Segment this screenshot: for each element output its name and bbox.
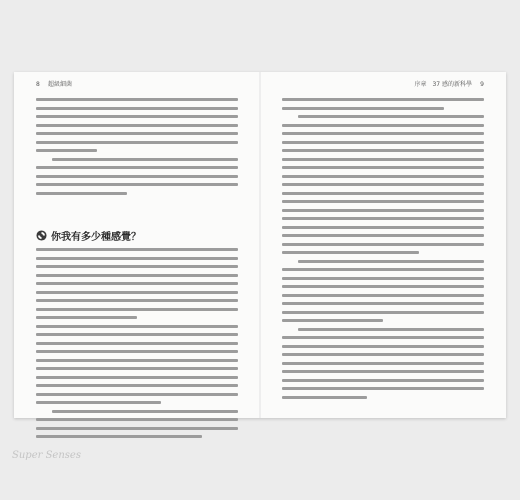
- text-line: [282, 192, 484, 195]
- text-line: [282, 166, 484, 169]
- text-line: [282, 370, 484, 373]
- text-line: [36, 316, 137, 319]
- left-running-head: 超級細菌: [48, 81, 73, 88]
- right-running-head: 序章 37 感的新科學: [414, 81, 472, 88]
- text-line: [282, 285, 484, 288]
- text-line: [36, 115, 238, 118]
- text-line: [36, 333, 238, 336]
- text-line: [282, 311, 484, 314]
- text-line: [36, 257, 238, 260]
- text-line: [36, 367, 238, 370]
- text-line: [36, 282, 238, 285]
- text-line: [282, 268, 484, 271]
- text-line: [282, 98, 484, 101]
- text-line: [36, 149, 97, 152]
- text-line: [282, 175, 484, 178]
- text-line: [36, 325, 238, 328]
- text-line: [282, 209, 484, 212]
- left-body-text-lower: [36, 248, 238, 444]
- section-heading: [36, 228, 141, 242]
- text-line: [282, 396, 367, 399]
- text-line: [282, 141, 484, 144]
- swirl-marker-icon: [36, 230, 47, 241]
- text-line: [298, 115, 484, 118]
- text-line: [36, 124, 238, 127]
- text-line: [282, 353, 484, 356]
- text-line: [282, 158, 484, 161]
- text-line: [282, 234, 484, 237]
- text-line: [36, 401, 161, 404]
- text-line: [36, 376, 238, 379]
- text-line: [282, 336, 484, 339]
- text-line: [282, 379, 484, 382]
- right-body-text: [282, 98, 484, 404]
- text-line: [36, 265, 238, 268]
- text-line: [36, 132, 238, 135]
- left-page-number: 8: [36, 81, 40, 88]
- text-line: [282, 251, 419, 254]
- text-line: [36, 98, 238, 101]
- text-line: [36, 291, 238, 294]
- book-spread: [14, 72, 506, 418]
- text-line: [36, 192, 127, 195]
- text-line: [36, 308, 238, 311]
- text-line: [52, 410, 238, 413]
- text-line: [282, 362, 484, 365]
- text-line: [36, 141, 238, 144]
- text-line: [282, 124, 484, 127]
- right-page: [260, 72, 506, 418]
- text-line: [36, 248, 238, 251]
- text-line: [282, 387, 484, 390]
- text-line: [282, 345, 484, 348]
- right-page-number: 9: [480, 81, 484, 88]
- text-line: [282, 183, 484, 186]
- watermark: Super Senses: [12, 450, 81, 461]
- left-page: [14, 72, 260, 418]
- text-line: [36, 427, 238, 430]
- text-line: [36, 175, 238, 178]
- text-line: [282, 107, 444, 110]
- left-body-text-upper: [36, 98, 238, 200]
- section-title: 你我有多少種感覺？: [51, 231, 141, 243]
- text-line: [282, 132, 484, 135]
- text-line: [282, 319, 383, 322]
- text-line: [282, 200, 484, 203]
- text-line: [36, 418, 238, 421]
- text-line: [36, 359, 238, 362]
- text-line: [36, 393, 238, 396]
- text-line: [36, 384, 238, 387]
- text-line: [36, 107, 238, 110]
- text-line: [36, 350, 238, 353]
- text-line: [36, 435, 202, 438]
- text-line: [36, 166, 238, 169]
- text-line: [36, 299, 238, 302]
- text-line: [282, 226, 484, 229]
- text-line: [36, 342, 238, 345]
- text-line: [282, 243, 484, 246]
- text-line: [282, 294, 484, 297]
- text-line: [298, 260, 484, 263]
- text-line: [282, 149, 484, 152]
- text-line: [36, 274, 238, 277]
- text-line: [282, 217, 484, 220]
- text-line: [298, 328, 484, 331]
- text-line: [282, 277, 484, 280]
- text-line: [36, 183, 238, 186]
- text-line: [282, 302, 484, 305]
- text-line: [52, 158, 238, 161]
